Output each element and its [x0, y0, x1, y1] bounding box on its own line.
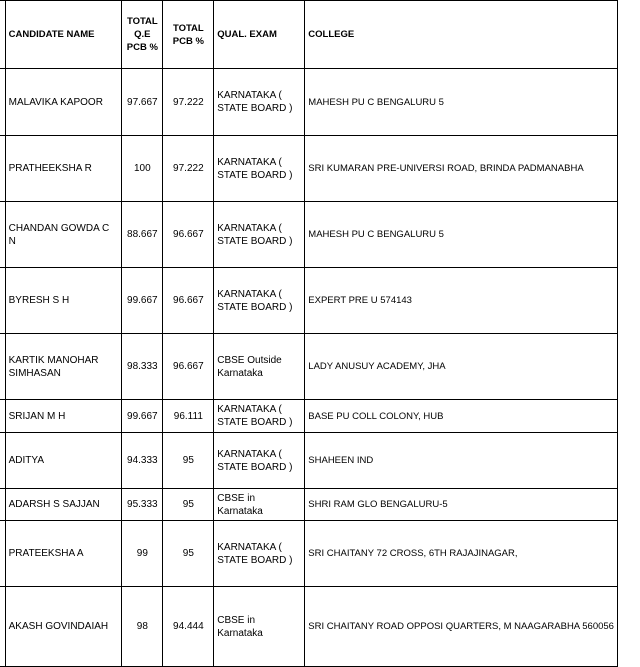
qual-exam-cell: CBSE in Karnataka: [214, 489, 305, 521]
college-cell: SHAHEEN IND: [305, 433, 618, 489]
qe-pcb-cell: 97.667: [122, 69, 163, 136]
qual-exam-cell: KARNATAKA ( STATE BOARD ): [214, 202, 305, 268]
pcb-cell: 97.222: [163, 69, 214, 136]
header-college: COLLEGE: [305, 1, 618, 69]
table-row: [0, 400, 618, 433]
table-row: [0, 268, 618, 334]
pcb-cell: 96.667: [163, 202, 214, 268]
college-cell: SRI CHAITANY 72 CROSS, 6TH RAJAJINAGAR,: [305, 521, 618, 587]
table-row: [0, 334, 618, 400]
header-total-qe-pcb: TOTAL Q.E PCB %: [122, 1, 163, 69]
candidate-name-cell: CHANDAN GOWDA C N: [5, 202, 122, 268]
candidate-name-cell: SRIJAN M H: [5, 400, 122, 433]
qe-pcb-cell: 100: [122, 136, 163, 202]
table-row: [0, 202, 618, 268]
college-cell: LADY ANUSUY ACADEMY, JHA: [305, 334, 618, 400]
pcb-cell: 96.667: [163, 268, 214, 334]
candidate-name-cell: AKASH GOVINDAIAH: [5, 587, 122, 667]
qe-pcb-cell: 99.667: [122, 400, 163, 433]
table-row: [0, 69, 618, 136]
candidate-name-cell: MALAVIKA KAPOOR: [5, 69, 122, 136]
header-qual-exam: QUAL. EXAM: [214, 1, 305, 69]
header-total-pcb: TOTAL PCB %: [163, 1, 214, 69]
candidate-name-cell: PRATEEKSHA A: [5, 521, 122, 587]
pcb-cell: 96.667: [163, 334, 214, 400]
qual-exam-cell: KARNATAKA ( STATE BOARD ): [214, 433, 305, 489]
qe-pcb-cell: 95.333: [122, 489, 163, 521]
college-cell: SHRI RAM GLO BENGALURU-5: [305, 489, 618, 521]
pcb-cell: 97.222: [163, 136, 214, 202]
qual-exam-cell: CBSE in Karnataka: [214, 587, 305, 667]
candidate-name-cell: KARTIK MANOHAR SIMHASAN: [5, 334, 122, 400]
table-row: [0, 489, 618, 521]
qe-pcb-cell: 94.333: [122, 433, 163, 489]
candidate-name-cell: ADITYA: [5, 433, 122, 489]
college-cell: MAHESH PU C BENGALURU 5: [305, 202, 618, 268]
qe-pcb-cell: 99.667: [122, 268, 163, 334]
qual-exam-cell: KARNATAKA ( STATE BOARD ): [214, 69, 305, 136]
qual-exam-cell: CBSE Outside Karnataka: [214, 334, 305, 400]
header-row: [0, 1, 618, 69]
college-cell: MAHESH PU C BENGALURU 5: [305, 69, 618, 136]
pcb-cell: 94.444: [163, 587, 214, 667]
college-cell: SRI KUMARAN PRE-UNIVERSI ROAD, BRINDA PADMANABHA: [305, 136, 618, 202]
college-cell: EXPERT PRE U 574143: [305, 268, 618, 334]
qe-pcb-cell: 99: [122, 521, 163, 587]
college-cell: BASE PU COLL COLONY, HUB: [305, 400, 618, 433]
qual-exam-cell: KARNATAKA ( STATE BOARD ): [214, 400, 305, 433]
table-row: [0, 433, 618, 489]
pcb-cell: 95: [163, 433, 214, 489]
qual-exam-cell: KARNATAKA ( STATE BOARD ): [214, 521, 305, 587]
qe-pcb-cell: 88.667: [122, 202, 163, 268]
qe-pcb-cell: 98.333: [122, 334, 163, 400]
pcb-cell: 95: [163, 521, 214, 587]
table-row: [0, 136, 618, 202]
qe-pcb-cell: 98: [122, 587, 163, 667]
pcb-cell: 95: [163, 489, 214, 521]
qual-exam-cell: KARNATAKA ( STATE BOARD ): [214, 268, 305, 334]
table-row: [0, 587, 618, 667]
table-row: [0, 521, 618, 587]
college-cell: SRI CHAITANY ROAD OPPOSI QUARTERS, M NAAGARABHA 560056: [305, 587, 618, 667]
pcb-cell: 96.111: [163, 400, 214, 433]
candidate-name-cell: PRATHEEKSHA R: [5, 136, 122, 202]
header-candidate-name: CANDIDATE NAME: [5, 1, 122, 69]
candidate-name-cell: BYRESH S H: [5, 268, 122, 334]
candidate-name-cell: ADARSH S SAJJAN: [5, 489, 122, 521]
qual-exam-cell: KARNATAKA ( STATE BOARD ): [214, 136, 305, 202]
